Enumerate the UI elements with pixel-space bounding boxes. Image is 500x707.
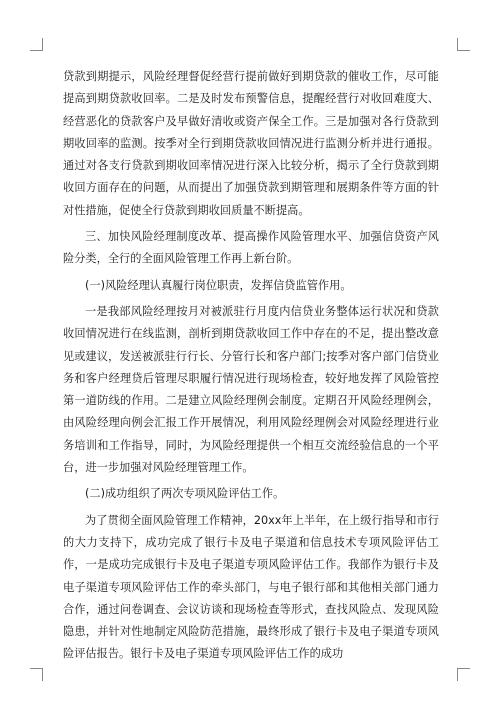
paragraph-1: 贷款到期提示，风险经理督促经营行提前做好到期贷款的催收工作，尽可能提高到期贷款收回率。二是及时发布预警信息，提醒经营行对收回难度大、经营恶化的贷款客户及早做好清收或资产保全工作。三是加强对各行贷款到期收回率的监测。按季对全行到期贷款收回情况进行监测分析并进行通报。通过对各支行贷款到期收回率情况进行深入比较分析，揭示了全行贷款到期收回方面存在的问题，从而提出了加强贷款到期管理和展期条件等方面的针对性措施，促使全行贷款到期收回质量不断提高。: [63, 70, 439, 217]
document-body: [63, 66, 439, 670]
crop-mark-bottom-right: [457, 668, 470, 681]
paragraph-4: 一是我部风险经理按月对被派驻行月度内信贷业务整体运行状况和贷款收回情况进行在线监测，剖析到期贷款收回工作中存在的不足，提出整改意见或建议，发送被派驻行行长、分管行长和客户部门;按季对客户部门信贷业务和客户经理贷后管理尽职履行情况进行现场检查，较好地发挥了风险管控第一道防线的作用。二是建立风险经理例会制度。定期召开风险经理例会，由风险经理向例会汇报工作开展情况，利用风险经理例会对风险经理进行业务培训和工作指导，同时，为风险经理提供一个相互交流经验信息的一个平台，进一步加强对风险经理管理工作。: [63, 304, 439, 475]
paragraph-6: 为了贯彻全面风险管理工作精神，20xx年上半年，在上级行指导和市行的大力支持下，成功完成了银行卡及电子渠道和信息技术专项风险评估工作，一是成功完成银行卡及电子渠道专项风险评估工作。我部作为银行卡及电子渠道专项风险评估工作的牵头部门，与电子银行部和其他相关部门通力合作，通过问卷调查、会议访谈和现场检查等形式，查找风险点、发现风险隐患，并针对性地制定风险防范措施，最终形成了银行卡及电子渠道专项风险评估报告。银行卡及电子渠道专项风险评估工作的成功: [63, 513, 439, 661]
paragraph-2: 三、加快风险经理制度改革、提高操作风险管理水平、加强信贷资产风险分类，全行的全面风险管理工作再上新台阶。: [63, 230, 439, 266]
crop-mark-top-left: [30, 38, 43, 51]
crop-mark-top-right: [457, 38, 470, 51]
paragraph-5: (二)成功组织了两次专项风险评估工作。: [85, 487, 285, 501]
crop-mark-bottom-left: [30, 668, 43, 681]
paragraph-3: (一)风险经理认真履行岗位职责，发挥信贷监管作用。: [85, 278, 352, 292]
